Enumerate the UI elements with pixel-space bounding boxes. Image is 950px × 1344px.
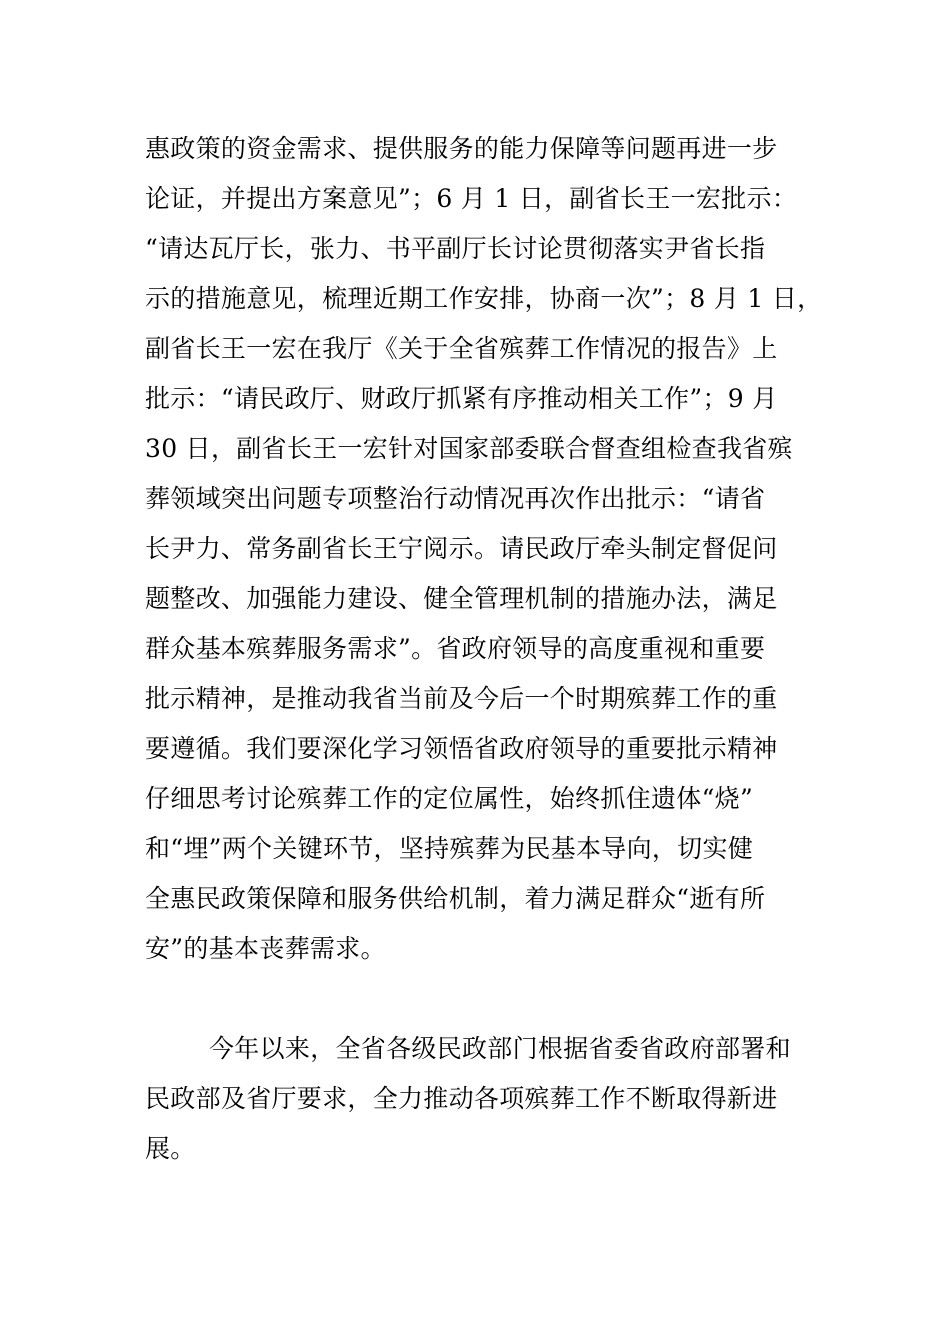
text-line: 今年以来，全省各级民政部门根据省委省政府部署和 <box>209 1034 791 1063</box>
text-line: 示的措施意见，梳理近期工作安排，协商一次”；8 月 1 日， <box>145 284 823 313</box>
text-line: 群众基本殡葬服务需求”。省政府领导的高度重视和重要 <box>145 634 766 663</box>
text-line: 仔细思考讨论殡葬工作的定位属性，始终抓住遗体“烧” <box>145 784 754 813</box>
text-line: 安”的基本丧葬需求。 <box>145 934 386 963</box>
text-line: 葬领域突出问题专项整治行动情况再次作出批示：“请省 <box>145 484 766 513</box>
text-line: 论证，并提出方案意见”；6 月 1 日，副省长王一宏批示： <box>145 184 798 213</box>
text-line: 和“埋”两个关键环节，坚持殡葬为民基本导向，切实健 <box>145 834 754 863</box>
text-line: 副省长王一宏在我厅《关于全省殡葬工作情况的报告》上 <box>145 334 778 363</box>
text-line: 批示精神，是推动我省当前及今后一个时期殡葬工作的重 <box>145 684 778 713</box>
text-line: 展。 <box>145 1134 196 1163</box>
text-line: 全惠民政策保障和服务供给机制，着力满足群众“逝有所 <box>145 884 766 913</box>
text-line: 惠政策的资金需求、提供服务的能力保障等问题再进一步 <box>145 134 778 163</box>
text-line: “请达瓦厅长，张力、书平副厅长讨论贯彻落实尹省长指 <box>145 234 766 263</box>
text-line: 批示：“请民政厅、财政厅抓紧有序推动相关工作”；9 月 <box>145 384 778 413</box>
text-line: 长尹力、常务副省长王宁阅示。请民政厅牵头制定督促问 <box>145 534 778 563</box>
text-line: 题整改、加强能力建设、健全管理机制的措施办法，满足 <box>145 584 778 613</box>
text-line: 30 日，副省长王一宏针对国家部委联合督查组检查我省殡 <box>145 434 793 463</box>
text-line: 民政部及省厅要求，全力推动各项殡葬工作不断取得新进 <box>145 1084 778 1113</box>
text-line: 要遵循。我们要深化学习领悟省政府领导的重要批示精神 <box>145 734 778 763</box>
